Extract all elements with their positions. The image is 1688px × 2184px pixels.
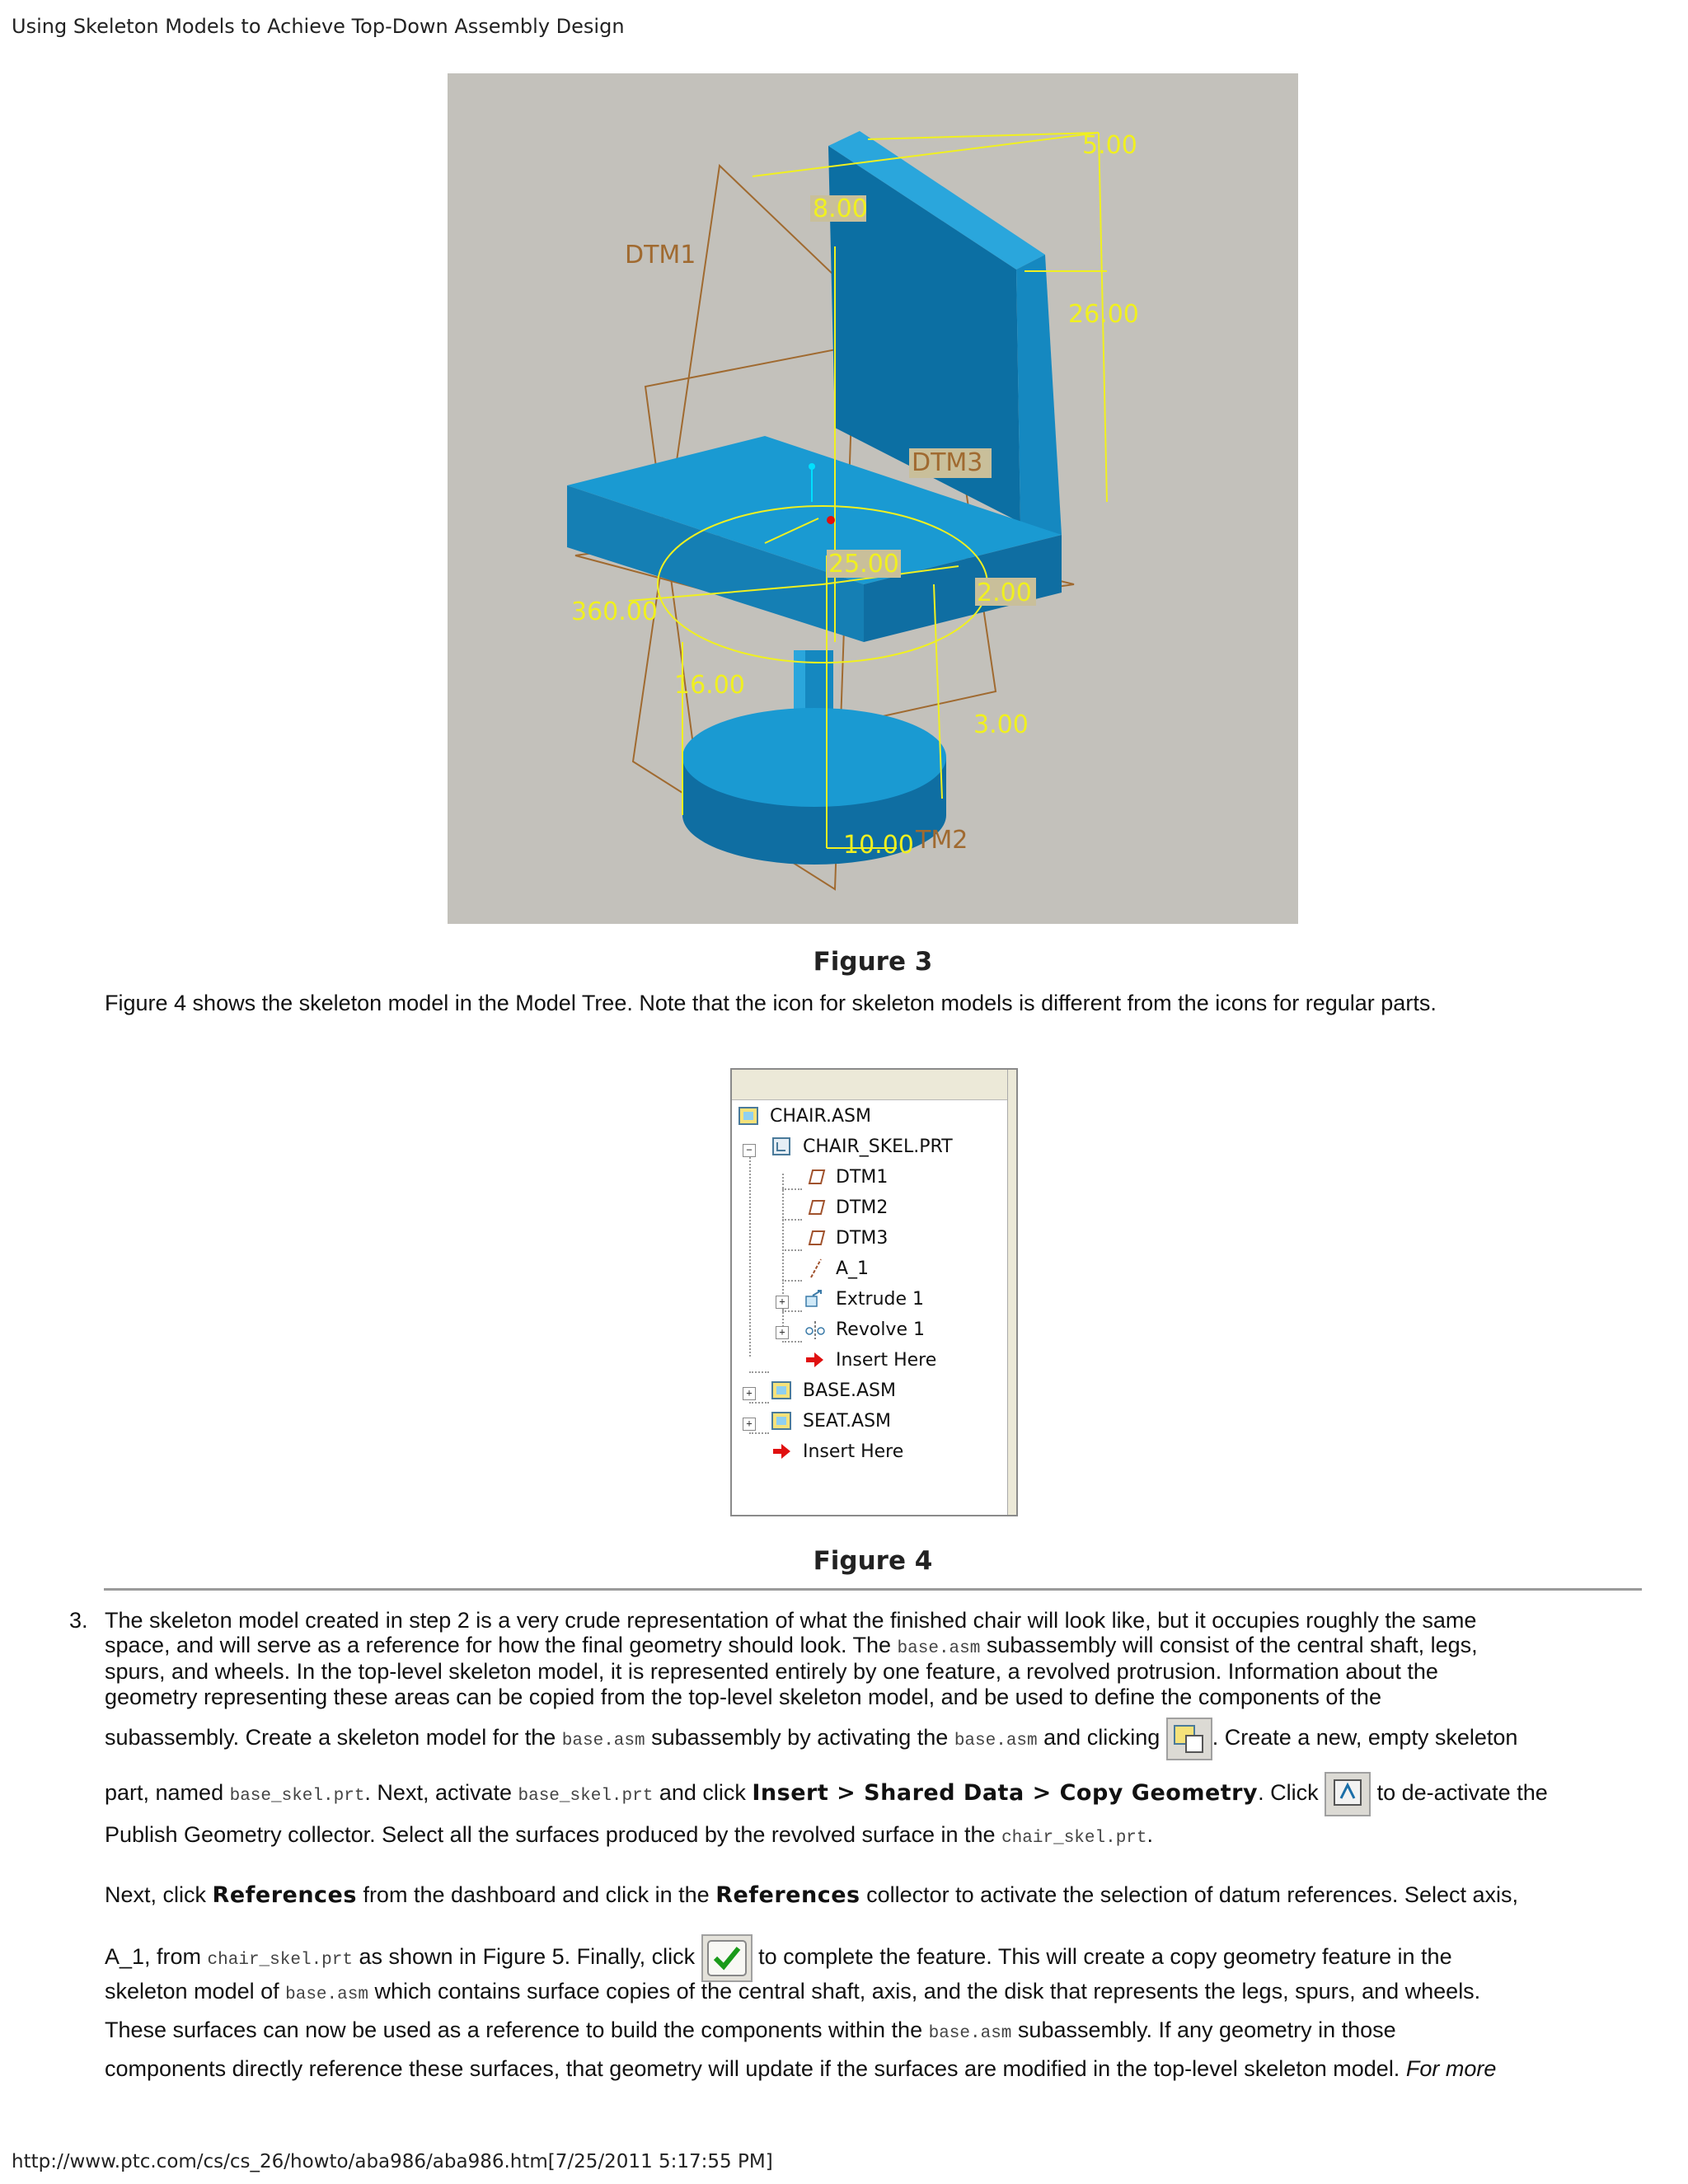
publish-geometry-icon (1326, 1774, 1369, 1815)
section-divider (104, 1588, 1642, 1591)
tree-scrollbar[interactable] (1007, 1070, 1016, 1515)
insert-arrow-icon (803, 1348, 828, 1371)
tree-item-label: BASE.ASM (803, 1380, 896, 1401)
tree-item-label: Insert Here (803, 1441, 904, 1462)
tree-item-label: Revolve 1 (836, 1319, 925, 1340)
publish-geometry-toggle-button[interactable] (1325, 1772, 1371, 1816)
page-header-title: Using Skeleton Models to Achieve Top-Down Assembly Design (12, 15, 625, 38)
tree-header (732, 1070, 1016, 1100)
skeleton-model-icon (1168, 1719, 1211, 1759)
dim-label-2: 2.00 (977, 579, 1032, 607)
step3-line: spurs, and wheels. In the top-level skeleton model, it is represented entirely by one feature, a revolved protrusion. Information about the (105, 1659, 1438, 1684)
create-skeleton-icon-button[interactable] (1166, 1718, 1212, 1760)
expand-toggle-base-asm[interactable]: + (743, 1387, 756, 1400)
tree-item-dtm2[interactable] (803, 1193, 888, 1222)
dim-label-10: 10.00 (843, 831, 914, 860)
tree-item-dtm1[interactable] (803, 1162, 888, 1192)
step3-line: components directly reference these surfaces, that geometry will update if the surfaces are modified in the top-level skeleton model. For more (105, 2056, 1497, 2081)
step3-line: part, named base_skel.prt. Next, activate base_skel.prt and click Insert > Shared Data > Copy Geometry. Click to de-activate the (105, 1772, 1548, 1817)
dim-label-3: 3.00 (973, 710, 1029, 739)
tree-item-label: Extrude 1 (836, 1288, 925, 1310)
tree-item-insert-here-1[interactable] (803, 1345, 936, 1375)
assembly-icon (770, 1409, 795, 1432)
step3-line: subassembly. Create a skeleton model for the base.asm subassembly by activating the base.asm and clicking . Create a new, empty skeleton (105, 1717, 1517, 1762)
step3-line: A_1, from chair_skel.prt as shown in Figure 5. Finally, click to complete the feature. This will create a copy geometry feature in the (105, 1934, 1452, 1982)
datum-label-dtm3: DTM3 (912, 448, 983, 477)
dim-label-16: 16.00 (674, 671, 745, 700)
datum-plane-icon (803, 1196, 828, 1219)
revolve-icon (803, 1318, 828, 1341)
step3-line: Next, click References from the dashboard and click in the References collector to activate the selection of datum references. Select axis, (105, 1882, 1518, 1908)
dim-label-26: 26.00 (1068, 300, 1139, 329)
dim-label-25: 25.00 (828, 550, 899, 579)
assembly-icon (737, 1104, 762, 1127)
tree-item-chair-skel-prt[interactable] (770, 1132, 953, 1161)
references-collector-label: References (715, 1882, 860, 1908)
figure-3-caption: Figure 3 (813, 947, 933, 977)
step3-line: space, and will serve as a reference for how the final geometry should look. The base.asm subassembly will consist of the central shaft, legs, (105, 1633, 1478, 1658)
origin-point (827, 516, 835, 524)
datum-axis-icon (803, 1257, 828, 1280)
tree-item-base-asm[interactable] (770, 1376, 896, 1405)
chair-model-render (448, 73, 1298, 924)
step3-line: The skeleton model created in step 2 is a very crude representation of what the finished chair will look like, but it occupies roughly the same (105, 1608, 1477, 1633)
figure-4-caption: Figure 4 (813, 1546, 933, 1576)
tree-item-label: Insert Here (836, 1349, 937, 1371)
step-number: 3. (69, 1608, 88, 1633)
complete-feature-button[interactable] (701, 1934, 753, 1982)
source-url-footer: http://www.ptc.com/cs/cs_26/howto/aba986/aba986.htm[7/25/2011 5:17:55 PM] (12, 2151, 773, 2172)
step3-line: These surfaces can now be used as a reference to build the components within the base.asm subassembly. If any geometry in those (105, 2018, 1396, 2043)
tree-item-insert-here-2[interactable] (770, 1436, 903, 1466)
step3-line: Publish Geometry collector. Select all the surfaces produced by the revolved surface in the chair_skel.prt. (105, 1822, 1154, 1848)
checkmark-icon (703, 1936, 751, 1980)
tree-item-chair-asm[interactable] (737, 1101, 871, 1131)
references-tab-label: References (212, 1882, 357, 1908)
tree-item-revolve-1[interactable] (803, 1315, 925, 1344)
collapse-toggle-chair-skel[interactable]: − (743, 1144, 756, 1157)
datum-label-dtm1: DTM1 (625, 241, 696, 269)
datum-plane-icon (803, 1226, 828, 1249)
tree-item-label: SEAT.ASM (803, 1410, 892, 1432)
skeleton-part-icon (770, 1135, 795, 1158)
dim-label-360: 360.00 (571, 598, 658, 626)
assembly-icon (770, 1379, 795, 1402)
extrude-icon (803, 1287, 828, 1310)
tree-item-label: CHAIR_SKEL.PRT (803, 1136, 953, 1157)
tree-item-dtm3[interactable] (803, 1223, 888, 1253)
intro-paragraph: Figure 4 shows the skeleton model in the Model Tree. Note that the icon for skeleton models is different from the icons for regular parts. (105, 991, 1437, 1015)
tree-item-a1[interactable] (803, 1254, 869, 1283)
tree-item-seat-asm[interactable] (770, 1406, 891, 1436)
dim-label-5: 5.00 (1082, 131, 1137, 160)
figure-4-model-tree (730, 1068, 1018, 1516)
figure-3-image (448, 73, 1298, 924)
dim-label-8: 8.00 (813, 194, 868, 223)
step3-line: skeleton model of base.asm which contains surface copies of the central shaft, axis, and the disk that represents the legs, spurs, and wheels. (105, 1979, 1481, 2004)
tree-item-label: DTM1 (836, 1166, 889, 1188)
tree-item-label: CHAIR.ASM (770, 1105, 871, 1127)
expand-toggle-seat-asm[interactable]: + (743, 1418, 756, 1431)
expand-toggle-revolve[interactable]: + (776, 1326, 789, 1339)
datum-plane-icon (803, 1165, 828, 1188)
datum-label-dtm2: TM2 (916, 826, 968, 855)
tree-item-label: A_1 (836, 1258, 870, 1279)
tree-item-label: DTM3 (836, 1227, 889, 1249)
expand-toggle-extrude[interactable]: + (776, 1296, 789, 1309)
step3-line: geometry representing these areas can be copied from the top-level skeleton model, and be used to define the components of the (105, 1685, 1381, 1709)
tree-item-label: DTM2 (836, 1197, 889, 1218)
tree-item-extrude-1[interactable] (803, 1284, 924, 1314)
insert-arrow-icon (770, 1440, 795, 1463)
menu-path-copy-geometry: Insert > Shared Data > Copy Geometry (752, 1780, 1259, 1807)
